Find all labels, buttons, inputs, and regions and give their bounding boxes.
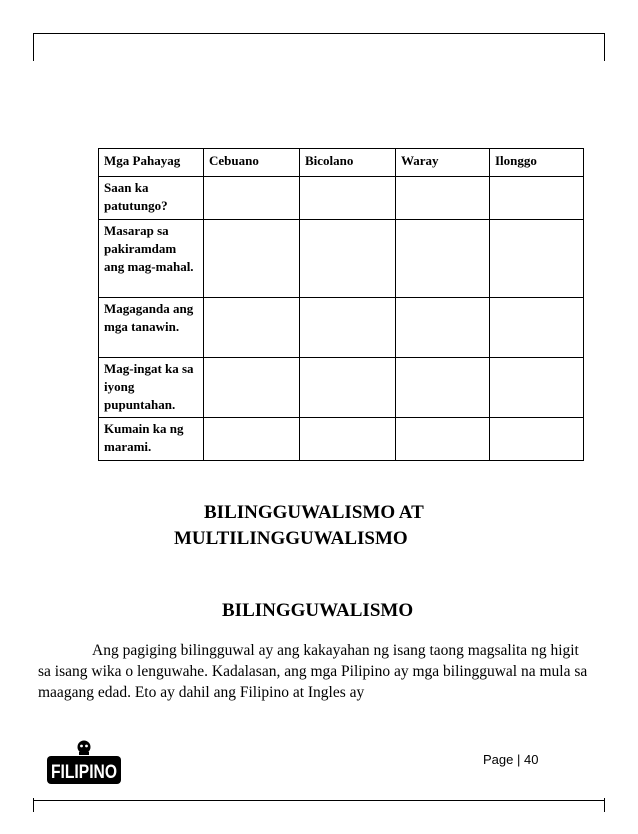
table-cell [300,220,396,298]
crown-icon [78,741,91,756]
section-heading-line1: BILINGGUWALISMO AT [204,502,424,523]
table-cell-pahayag: Kumain ka ng marami. [99,418,204,461]
table-cell [204,177,300,220]
table-cell [396,298,490,358]
table-cell [490,358,584,418]
filipino-logo [46,738,122,786]
table-cell [204,418,300,461]
table-cell [204,358,300,418]
section-heading [174,500,424,552]
bottom-rule [33,800,605,801]
table-cell [490,220,584,298]
header-ilonggo: Ilonggo [490,149,584,177]
table-cell [490,418,584,461]
table-cell [300,358,396,418]
subheading: BILINGGUWALISMO [222,600,414,621]
table-row [99,358,584,418]
table-cell [490,177,584,220]
header-cebuano: Cebuano [204,149,300,177]
body-paragraph: Ang pagiging bilingguwal ay ang kakayahan ng isang taong magsalita ng higit sa isang wika o lenguwahe. Kadalasan, ang mga Pilipino ay mga bilingguwal na mula sa maagang edad. Eto ay dahil ang Filipino at Ingles ay [38,642,588,701]
left-rule-top [33,33,34,61]
table-row [99,220,584,298]
table-cell [300,177,396,220]
header-waray: Waray [396,149,490,177]
table-row [99,418,584,461]
table-cell [300,418,396,461]
table-cell-pahayag: Masarap sa pakiramdam ang mag-mahal. [99,220,204,298]
header-mga-pahayag: Mga Pahayag [99,149,204,177]
table-row [99,177,584,220]
table-cell [396,177,490,220]
section-heading-line2: MULTILINGGUWALISMO [174,528,408,549]
table-cell [396,418,490,461]
table-cell [396,358,490,418]
table-cell-pahayag: Mag-ingat ka sa iyong pupuntahan. [99,358,204,418]
table-cell [490,298,584,358]
table-cell [204,298,300,358]
table-cell [204,220,300,298]
top-rule [33,33,605,34]
table-header-row [99,149,584,177]
left-rule-bottom [33,798,34,812]
table-cell-pahayag: Saan ka patutungo? [99,177,204,220]
table-cell [300,298,396,358]
table-row [99,298,584,358]
page-number: Page | 40 [483,752,539,767]
table-cell [396,220,490,298]
right-rule-bottom [604,798,605,812]
language-table [98,148,584,461]
logo-text: FILIPINO [51,762,117,783]
right-rule-top [604,33,605,61]
table-cell-pahayag: Magaganda ang mga tanawin. [99,298,204,358]
header-bicolano: Bicolano [300,149,396,177]
